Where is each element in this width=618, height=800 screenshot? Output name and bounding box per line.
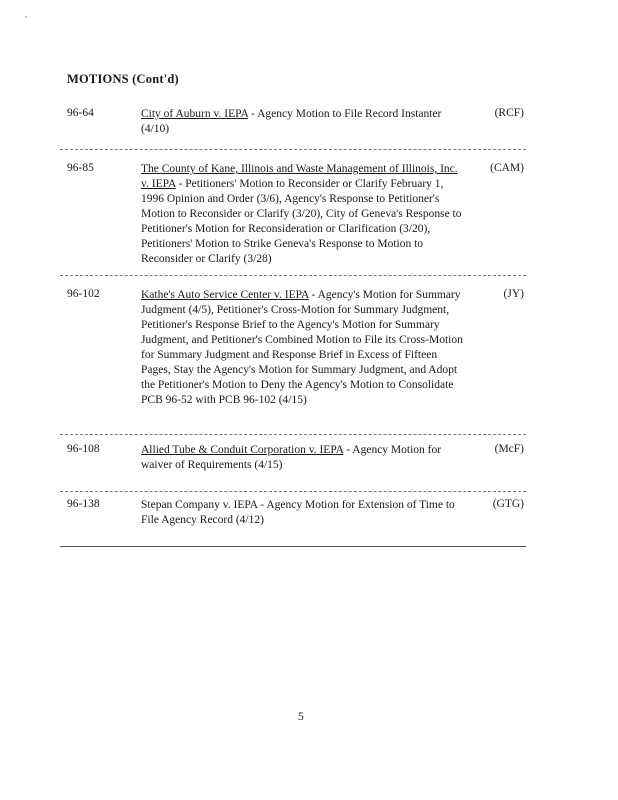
motion-description — [141, 162, 466, 267]
motion-text: - Agency Motion to File Record Instanter (4/10) — [141, 108, 442, 135]
docket-number: 96-108 — [67, 443, 100, 455]
docket-number: 96-64 — [67, 107, 94, 119]
motion-description — [141, 498, 466, 528]
divider — [60, 546, 526, 547]
attorney-initials: (GTG) — [492, 498, 524, 510]
divider — [60, 149, 526, 150]
case-parties: City of Auburn v. IEPA — [141, 108, 249, 120]
page-number: 5 — [298, 711, 304, 723]
attorney-initials: (CAM) — [490, 162, 524, 174]
docket-number: 96-102 — [67, 288, 100, 300]
section-heading: MOTIONS (Cont'd) — [67, 72, 179, 86]
divider — [60, 491, 526, 492]
motion-description — [141, 107, 466, 137]
attorney-initials: (RCF) — [494, 107, 524, 119]
divider — [60, 434, 526, 435]
motion-text: - Agency Motion for waiver of Requirements (4/15) — [141, 444, 442, 471]
attorney-initials: (JY) — [503, 288, 524, 300]
motion-description — [141, 288, 466, 408]
docket-number: 96-138 — [67, 498, 100, 510]
motion-text: - Agency's Motion for Summary Judgment (4/5), Petitioner's Cross-Motion for Summary Judgment, Petitioner's Response Brief to the Agency's Motion for Summary Judgment, and Petitioner's Combined Motion to File its Cross-Motion for Summary Judgment and Response Brief in Excess of Fifteen Pages, Stay the Agency's Motion for Summary Judgment, and Adopt the Petitioner's Motion to Deny the Agency's Motion to Consolidate PCB 96-52 with PCB 96-102 (4/15) — [141, 289, 463, 406]
divider — [60, 275, 526, 276]
case-parties: Allied Tube & Conduit Corporation v. IEPA — [141, 444, 344, 456]
attorney-initials: (McF) — [494, 443, 524, 455]
scan-mark: , — [25, 10, 27, 19]
motion-text: - Petitioners' Motion to Reconsider or Clarify February 1, 1996 Opinion and Order (3/6), Agency's Response to Petitioner's Motion to Reconsider or Clarify (3/20), City of Geneva's Response to Petitioner's Motion for Reconsideration or Clarification (3/20), Petitioners' Motion to Strike Geneva's Response to Motion to Reconsider or Clarify (3/28) — [141, 178, 462, 265]
case-parties: Kathe's Auto Service Center v. IEPA — [141, 289, 309, 301]
motion-description — [141, 443, 466, 473]
motion-text: Stepan Company v. IEPA - Agency Motion for Extension of Time to File Agency Record (4/12) — [141, 499, 455, 526]
case-parties: The County of Kane, Illinois and Waste Management of Illinois, Inc. v. IEPA — [141, 163, 458, 190]
docket-number: 96-85 — [67, 162, 94, 174]
